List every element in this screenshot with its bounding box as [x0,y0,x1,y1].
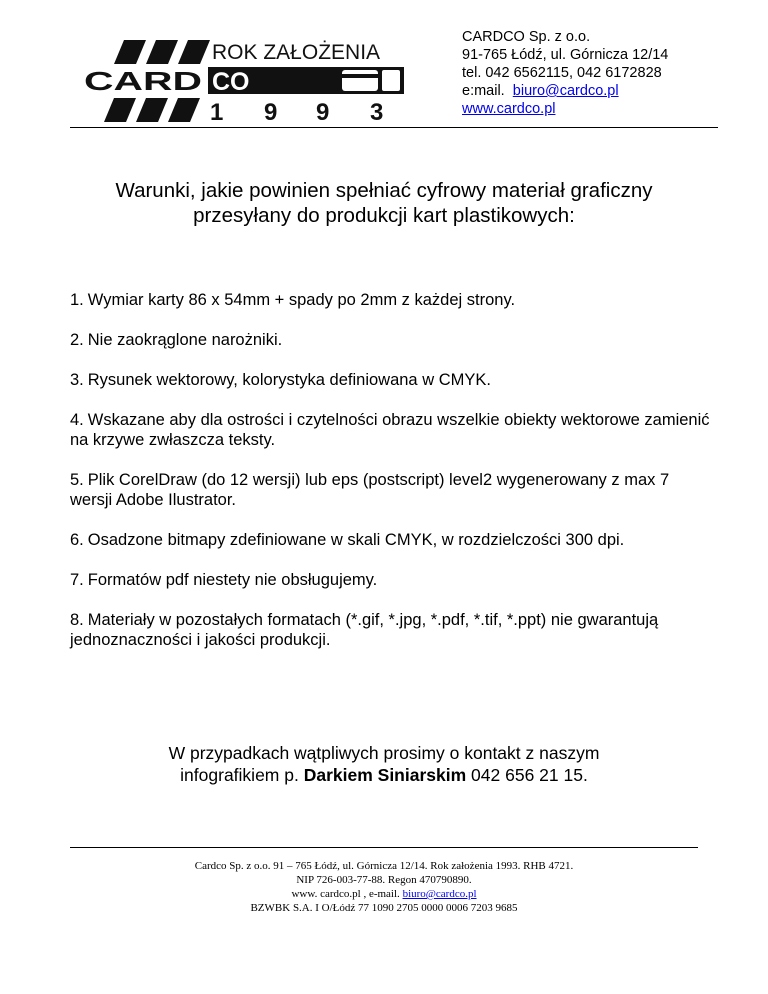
item-number: 4. [70,411,84,429]
requirements-list [70,290,710,670]
item-text: Plik CorelDraw (do 12 wersji) lub eps (postscript) level2 wygenerowany z max 7 wersji Adobe Ilustrator. [70,471,670,509]
list-item [70,370,710,390]
footer-line-4: BZWBK S.A. I O/Łódź 77 1090 2705 0000 0006 7203 9685 [250,902,518,914]
footer-line-3 [60,887,708,901]
company-info [462,28,668,118]
list-item [70,410,710,450]
item-number: 7. [70,571,84,589]
footer-line-2: NIP 726-003-77-88. Regon 470790890. [296,874,472,886]
company-email-link[interactable]: biuro@cardco.pl [512,83,619,99]
contact-line-2 [60,764,708,786]
list-item [70,570,710,590]
item-number: 1. [70,291,84,309]
footer-web-prefix: www. cardco.pl , e-mail. [291,888,400,900]
item-text: Wskazane aby dla ostrości i czytelności obrazu wszelkie obiekty wektorowe zamienić na krzywe zwłaszcza teksty. [70,411,710,449]
cardco-logo-graphic [84,36,404,126]
item-text: Materiały w pozostałych formatach (*.gif, *.jpg, *.pdf, *.tif, *.ppt) nie gwarantują jednoznaczności i jakości produkcji. [70,611,659,649]
list-item [70,290,710,310]
company-website-link[interactable]: www.cardco.pl [462,101,556,117]
list-item [70,330,710,350]
contact-note [60,742,708,786]
list-item [70,610,710,650]
item-text: Formatów pdf niestety nie obsługujemy. [87,571,378,589]
company-name: CARDCO Sp. z o.o. [462,29,591,45]
footer-email-link[interactable]: biuro@cardco.pl [402,888,477,900]
item-text: Nie zaokrąglone narożniki. [87,331,283,349]
logo-year-4: 3 [370,99,384,126]
contact-prefix: infografikiem p. [180,765,299,785]
logo-year-3: 9 [316,99,330,126]
item-number: 3. [70,371,84,389]
item-number: 2. [70,331,84,349]
item-number: 8. [70,611,84,629]
logo-brand-right: CO [212,68,250,96]
logo-brand-left: CARD [84,66,202,96]
title-line-2: przesyłany do produkcji kart plastikowych: [193,204,575,227]
title-line-1: Warunki, jakie powinien spełniać cyfrowy materiał graficzny [115,179,653,202]
list-item [70,530,710,550]
item-text: Osadzone bitmapy zdefiniowane w skali CMYK, w rozdzielczości 300 dpi. [87,531,625,549]
logo-top-text: ROK ZAŁOŻENIA [212,41,381,64]
contact-person: Darkiem Siniarskim [303,765,467,785]
item-number: 6. [70,531,84,549]
company-address: 91-765 Łódź, ul. Górnicza 12/14 [462,47,669,63]
list-item [70,470,710,510]
logo-year-2: 9 [264,99,278,126]
item-text: Wymiar karty 86 x 54mm + spady po 2mm z każdej strony. [87,291,516,309]
contact-phone: 042 656 21 15. [471,765,588,785]
item-number: 5. [70,471,84,489]
footer-divider [70,847,698,848]
cardco-logo [84,36,404,126]
footer [60,859,708,915]
footer-line-1: Cardco Sp. z o.o. 91 – 765 Łódź, ul. Górnicza 12/14. Rok założenia 1993. RHB 4721. [194,860,574,872]
company-website-line [462,100,668,118]
company-phone: tel. 042 6562115, 042 6172828 [462,65,662,81]
logo-year-1: 1 [210,99,224,126]
document-title [40,178,728,228]
item-text: Rysunek wektorowy, kolorystyka definiowana w CMYK. [87,371,491,389]
company-email-line [462,82,668,100]
company-email-label: e:mail. [462,83,505,99]
header-divider [70,127,718,128]
contact-line-1: W przypadkach wątpliwych prosimy o kontakt z naszym [168,743,600,763]
